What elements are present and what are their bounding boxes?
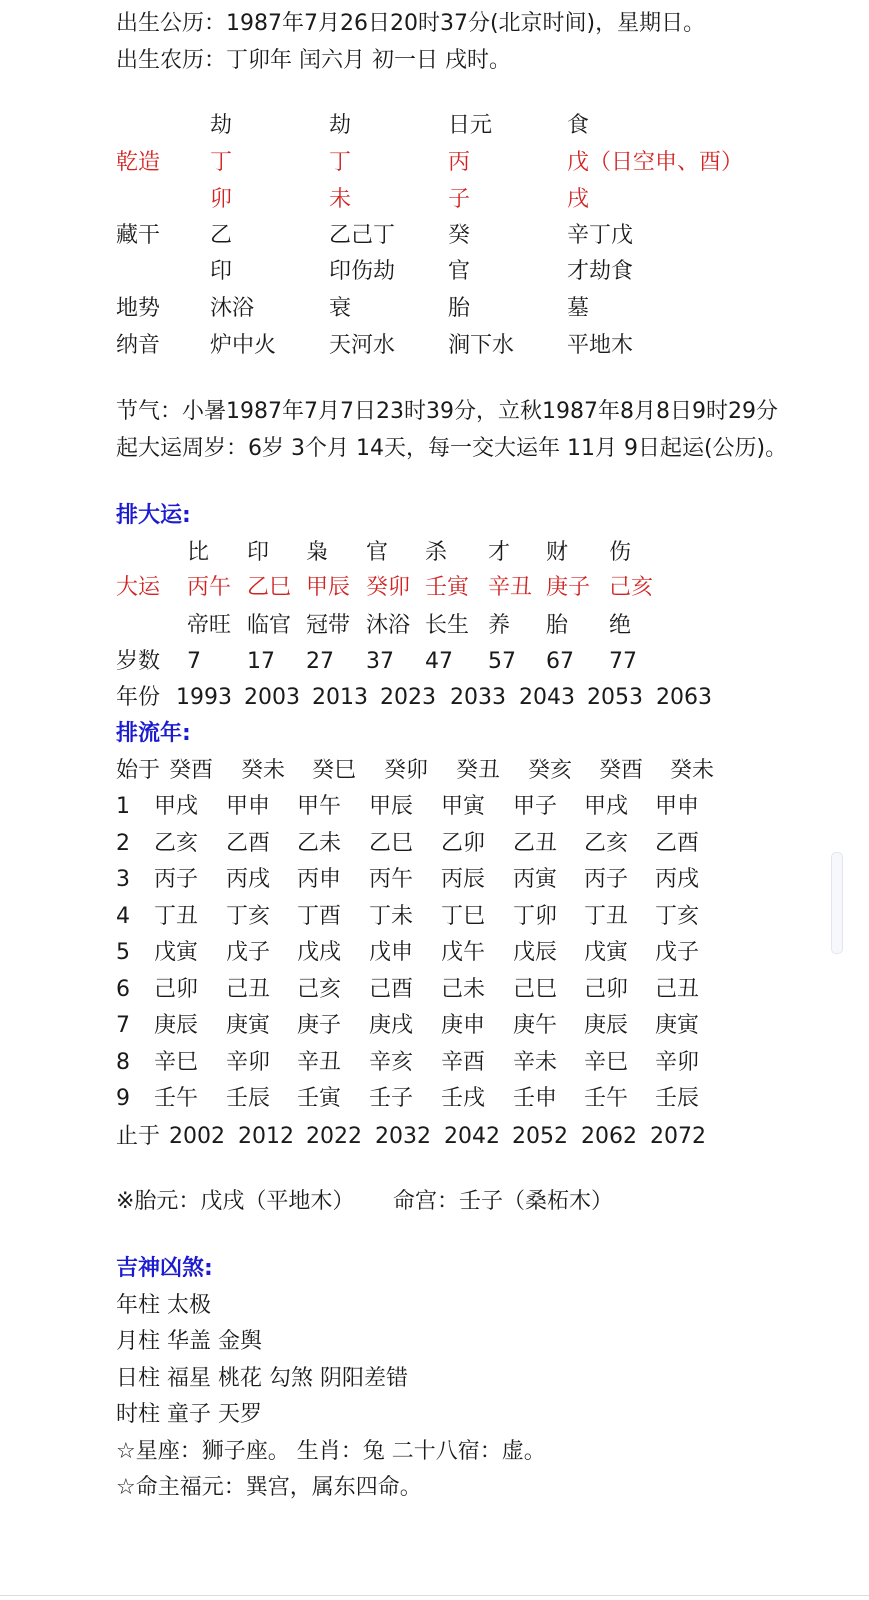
pillar-canggan: 癸	[448, 223, 471, 248]
liunian-end: 2072	[650, 1124, 706, 1149]
liunian-start-label: 始于	[116, 758, 161, 783]
dayun-year-label: 年份	[116, 685, 161, 710]
shensha-line: 时柱 童子 天罗	[116, 1402, 262, 1427]
dayun-changsheng: 长生	[425, 613, 470, 638]
liunian-cell: 壬子	[369, 1086, 414, 1111]
liunian-row-index: 5	[116, 940, 130, 965]
liunian-cell: 壬午	[584, 1086, 629, 1111]
row-label-dishi: 地势	[116, 296, 161, 321]
dayun-age: 37	[366, 649, 394, 674]
liunian-cell: 戊子	[655, 940, 700, 965]
liunian-row-index: 4	[116, 903, 130, 929]
dayun-changsheng: 养	[488, 613, 511, 638]
pillar-dishi: 衰	[329, 296, 352, 321]
dayun-ganzhi: 丙午	[187, 575, 232, 600]
liunian-cell: 乙亥	[154, 830, 199, 856]
pillar-stem: 戊（日空申、酉）	[567, 150, 744, 175]
bottom-divider	[0, 1595, 869, 1596]
dayun-shishen: 杀	[425, 540, 448, 565]
liunian-cell: 乙巳	[369, 830, 414, 856]
liunian-cell: 庚寅	[655, 1013, 700, 1038]
dayun-changsheng: 临官	[247, 613, 292, 638]
liunian-cell: 己亥	[297, 976, 342, 1002]
liunian-cell: 庚戌	[369, 1013, 414, 1038]
liunian-cell: 辛巳	[154, 1049, 199, 1075]
dayun-age: 57	[488, 649, 516, 674]
liunian-cell: 戊午	[441, 940, 486, 965]
liunian-cell: 己酉	[369, 976, 414, 1002]
liunian-cell: 辛卯	[655, 1049, 700, 1075]
row-label-canggan: 藏干	[116, 223, 161, 248]
liunian-cell: 丁巳	[441, 903, 486, 929]
liunian-cell: 甲子	[513, 794, 558, 819]
dayun-year: 2003	[244, 685, 300, 710]
liunian-cell: 丙子	[584, 867, 629, 892]
liunian-cell: 丁丑	[154, 903, 199, 929]
dayun-changsheng: 帝旺	[187, 613, 232, 638]
liunian-cell: 辛未	[513, 1049, 558, 1075]
liunian-cell: 甲申	[226, 794, 271, 819]
dayun-year: 2013	[312, 685, 368, 710]
liunian-cell: 己丑	[226, 976, 271, 1002]
pillar-branch: 未	[329, 187, 352, 212]
dayun-year: 2053	[587, 685, 643, 710]
liunian-row-index: 3	[116, 867, 130, 892]
liunian-cell: 甲寅	[441, 794, 486, 819]
pillar-dishi: 沐浴	[210, 296, 255, 321]
liunian-cell: 丙午	[369, 867, 414, 892]
liunian-start: 癸未	[670, 758, 715, 783]
pillar-stem: 丁	[210, 150, 233, 175]
liunian-cell: 庚子	[297, 1013, 342, 1038]
pillar-branch: 子	[448, 187, 471, 212]
liunian-cell: 辛巳	[584, 1049, 629, 1075]
dayun-year: 2043	[519, 685, 575, 710]
pillar-nayin: 天河水	[329, 333, 396, 358]
liunian-cell: 丙寅	[513, 867, 558, 892]
liunian-cell: 乙酉	[655, 830, 700, 856]
row-label-nayin: 纳音	[116, 333, 161, 358]
dayun-age: 77	[609, 649, 637, 674]
scrollbar-thumb[interactable]	[831, 852, 843, 954]
liunian-cell: 丁酉	[297, 903, 342, 929]
liunian-cell: 乙丑	[513, 830, 558, 856]
liunian-cell: 甲戌	[154, 794, 199, 819]
liunian-start: 癸未	[241, 758, 286, 783]
liunian-start: 癸丑	[456, 758, 501, 783]
liunian-cell: 甲午	[297, 794, 342, 819]
pillar-shishen: 印伤劫	[329, 259, 396, 284]
liunian-cell: 己丑	[655, 976, 700, 1002]
pillar-nayin: 平地木	[567, 333, 634, 358]
dayun-changsheng: 冠带	[306, 613, 351, 638]
dayun-age: 7	[187, 649, 201, 674]
liunian-cell: 辛丑	[297, 1049, 342, 1075]
liunian-cell: 甲辰	[369, 794, 414, 819]
liunian-cell: 丁卯	[513, 903, 558, 929]
dayun-year: 1993	[176, 685, 232, 710]
pillar-top: 日元	[448, 113, 493, 138]
row-label-qianzao: 乾造	[116, 150, 161, 175]
pillar-shishen: 印	[210, 259, 233, 284]
pillar-shishen: 才劫食	[567, 259, 634, 284]
liunian-start: 癸巳	[312, 758, 357, 783]
pillar-nayin: 炉中火	[210, 333, 277, 358]
liunian-cell: 辛卯	[226, 1049, 271, 1075]
liunian-cell: 丙申	[297, 867, 342, 892]
liunian-cell: 丙辰	[441, 867, 486, 892]
dayun-age: 67	[546, 649, 574, 674]
liunian-cell: 壬辰	[655, 1086, 700, 1111]
dayun-age: 47	[425, 649, 453, 674]
birth-lunar: 出生农历：丁卯年 闰六月 初一日 戌时。	[116, 48, 511, 73]
minggong: 命宫：壬子（桑柘木）	[393, 1189, 614, 1214]
liunian-cell: 戊戌	[297, 940, 342, 965]
dayun-year: 2023	[380, 685, 436, 710]
taiyuan: ※胎元：戊戌（平地木）	[116, 1189, 355, 1214]
dayun-age-label: 岁数	[116, 649, 161, 674]
dayun-label: 大运	[116, 575, 161, 600]
liunian-end: 2012	[238, 1124, 294, 1149]
liunian-cell: 丁亥	[226, 903, 271, 929]
pillar-nayin: 涧下水	[448, 333, 515, 358]
liunian-cell: 壬申	[513, 1086, 558, 1111]
dayun-ganzhi: 癸卯	[366, 575, 411, 600]
liunian-cell: 丙子	[154, 867, 199, 892]
liunian-cell: 戊寅	[154, 940, 199, 965]
pillar-shishen: 官	[448, 259, 471, 284]
liunian-cell: 庚辰	[154, 1013, 199, 1038]
dayun-year: 2063	[656, 685, 712, 710]
liunian-start: 癸酉	[599, 758, 644, 783]
dayun-shishen: 枭	[306, 540, 329, 565]
liunian-row-index: 1	[116, 794, 130, 819]
liunian-cell: 乙未	[297, 830, 342, 856]
liunian-row-index: 8	[116, 1049, 130, 1075]
liunian-cell: 戊子	[226, 940, 271, 965]
shensha-line: 月柱 华盖 金舆	[116, 1329, 262, 1354]
liunian-cell: 壬午	[154, 1086, 199, 1111]
liunian-cell: 甲戌	[584, 794, 629, 819]
liunian-row-index: 7	[116, 1013, 130, 1038]
pillar-dishi: 墓	[567, 296, 590, 321]
pillar-canggan: 乙	[210, 223, 233, 248]
liunian-heading: 排流年:	[116, 721, 191, 746]
liunian-cell: 庚辰	[584, 1013, 629, 1038]
liunian-cell: 壬戌	[441, 1086, 486, 1111]
liunian-cell: 庚寅	[226, 1013, 271, 1038]
dayun-ganzhi: 己亥	[609, 575, 654, 600]
dayun-changsheng: 沐浴	[366, 613, 411, 638]
liunian-cell: 庚午	[513, 1013, 558, 1038]
dayun-shishen: 财	[546, 540, 569, 565]
dayun-ganzhi: 壬寅	[425, 575, 470, 600]
shensha-heading: 吉神凶煞:	[116, 1256, 213, 1281]
liunian-cell: 丙戌	[655, 867, 700, 892]
liunian-cell: 丁未	[369, 903, 414, 929]
liunian-row-index: 6	[116, 976, 130, 1002]
jieqi-line: 节气：小暑1987年7月7日23时39分，立秋1987年8月8日9时29分	[116, 399, 778, 424]
pillar-top: 食	[567, 113, 590, 138]
liunian-end: 2032	[375, 1124, 431, 1149]
liunian-end: 2002	[169, 1124, 225, 1149]
liunian-cell: 辛酉	[441, 1049, 486, 1075]
mingzhu-line: ☆命主福元：巽宫，属东四命。	[116, 1475, 422, 1500]
liunian-end-label: 止于	[116, 1124, 161, 1149]
pillar-canggan: 乙己丁	[329, 223, 396, 248]
liunian-cell: 丁丑	[584, 903, 629, 929]
pillar-branch: 戌	[567, 187, 590, 212]
dayun-shishen: 才	[488, 540, 511, 565]
liunian-cell: 戊辰	[513, 940, 558, 965]
dayun-age: 27	[306, 649, 334, 674]
liunian-cell: 乙酉	[226, 830, 271, 856]
liunian-cell: 壬辰	[226, 1086, 271, 1111]
liunian-row-index: 2	[116, 830, 130, 856]
liunian-cell: 壬寅	[297, 1086, 342, 1111]
liunian-cell: 丙戌	[226, 867, 271, 892]
birth-solar: 出生公历：1987年7月26日20时37分(北京时间)，星期日。	[116, 11, 706, 36]
shensha-line: 日柱 福星 桃花 勾煞 阴阳差错	[116, 1366, 408, 1391]
liunian-start: 癸酉	[169, 758, 214, 783]
dayun-ganzhi: 辛丑	[488, 575, 533, 600]
dayun-shishen: 伤	[609, 540, 632, 565]
shensha-line: 年柱 太极	[116, 1293, 211, 1318]
dayun-shishen: 官	[366, 540, 389, 565]
dayun-ganzhi: 庚子	[546, 575, 591, 600]
pillar-canggan: 辛丁戊	[567, 223, 634, 248]
liunian-end: 2042	[444, 1124, 500, 1149]
liunian-cell: 己卯	[584, 976, 629, 1002]
dayun-changsheng: 胎	[546, 613, 569, 638]
dayun-shishen: 印	[247, 540, 270, 565]
liunian-start: 癸亥	[528, 758, 573, 783]
liunian-cell: 己卯	[154, 976, 199, 1002]
pillar-branch: 卯	[210, 187, 233, 212]
liunian-start: 癸卯	[384, 758, 429, 783]
liunian-end: 2052	[512, 1124, 568, 1149]
liunian-cell: 己未	[441, 976, 486, 1002]
liunian-cell: 丁亥	[655, 903, 700, 929]
liunian-cell: 戊申	[369, 940, 414, 965]
pillar-dishi: 胎	[448, 296, 471, 321]
qiyun-line: 起大运周岁：6岁 3个月 14天，每一交大运年 11月 9日起运(公历)。	[116, 436, 788, 461]
dayun-ganzhi: 甲辰	[306, 575, 351, 600]
liunian-cell: 甲申	[655, 794, 700, 819]
dayun-shishen: 比	[187, 540, 210, 565]
liunian-cell: 庚申	[441, 1013, 486, 1038]
liunian-cell: 戊寅	[584, 940, 629, 965]
liunian-end: 2062	[581, 1124, 637, 1149]
dayun-heading: 排大运:	[116, 503, 191, 528]
xingzuo-line: ☆星座：狮子座。 生肖：兔 二十八宿：虚。	[116, 1439, 546, 1464]
pillar-stem: 丁	[329, 150, 352, 175]
liunian-cell: 己巳	[513, 976, 558, 1002]
pillar-stem: 丙	[448, 150, 471, 175]
dayun-ganzhi: 乙巳	[247, 575, 292, 600]
liunian-row-index: 9	[116, 1086, 130, 1111]
liunian-cell: 乙亥	[584, 830, 629, 856]
pillar-top: 劫	[210, 113, 233, 138]
pillar-top: 劫	[329, 113, 352, 138]
dayun-year: 2033	[450, 685, 506, 710]
dayun-changsheng: 绝	[609, 613, 632, 638]
liunian-cell: 辛亥	[369, 1049, 414, 1075]
liunian-end: 2022	[306, 1124, 362, 1149]
dayun-age: 17	[247, 649, 275, 674]
liunian-cell: 乙卯	[441, 830, 486, 856]
